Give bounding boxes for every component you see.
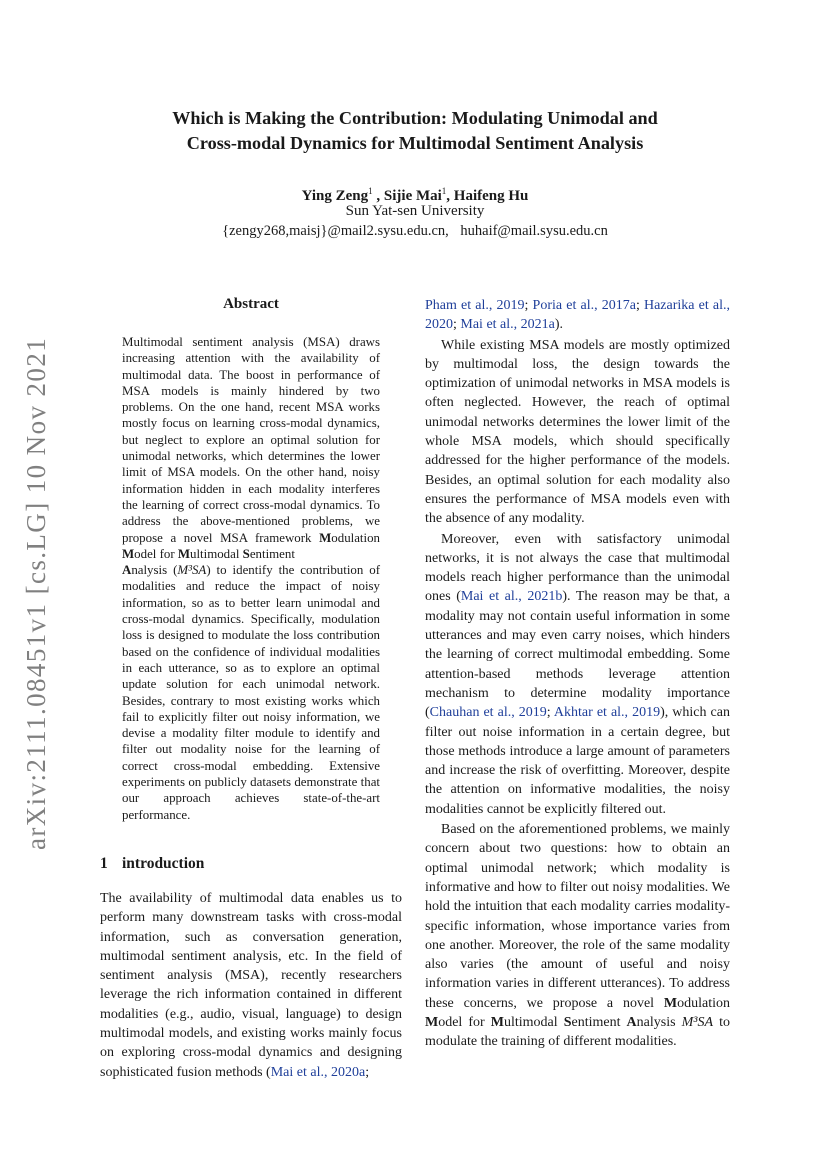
acronym-rest: odel for xyxy=(134,546,178,561)
citation-link[interactable]: Mai et al., 2021a xyxy=(460,317,555,333)
body-text: ). The reason may be that, a modality may not contain useful information in some utterances and may even carry noises, which hinders the learning of correct multimodal embedding. Some attention-based methods leverage attention mechanism to determine modality importance ( xyxy=(425,589,730,721)
body-text: The availability of multimodal data enables us to perform many downstream tasks with cross-modal information, such as conversation generation, multimodal sentiment analysis, etc. In the field of sentiment analysis (MSA), recently researchers leverage the rich information contained in different modalities (e.g., audio, visual, language) to design multimodal models, and existing works mainly focus on exploring cross-modal dynamics and designing sophisticated fusion methods ( xyxy=(100,891,402,1080)
email-address[interactable]: {zengy268,maisj}@mail2.sysu.edu.cn, xyxy=(222,223,449,239)
body-text: ; xyxy=(453,317,461,333)
citation-link[interactable]: Mai et al., 2021b xyxy=(460,589,563,605)
author-separator: , xyxy=(372,188,384,204)
affiliation-mark: 1 xyxy=(441,186,447,196)
section-number: 1 xyxy=(100,855,108,872)
acronym-letter: M xyxy=(122,546,135,561)
paper-title xyxy=(100,106,730,156)
author-name: Sijie Mai xyxy=(383,188,442,204)
citation-link[interactable]: Poria et al., 2017a xyxy=(532,298,636,313)
acronym-letter: A xyxy=(626,1014,637,1030)
email-address[interactable]: huhaif@mail.sysu.edu.cn xyxy=(460,223,608,239)
citation-link[interactable]: Chauhan et al., 2019 xyxy=(429,705,547,721)
citation-link[interactable]: Akhtar et al., 2019 xyxy=(553,705,661,721)
acronym-letter: A xyxy=(122,563,132,578)
right-column xyxy=(425,296,730,1052)
title-line-2: Cross-modal Dynamics for Multimodal Sentiment Analysis xyxy=(186,133,644,153)
body-text: ; xyxy=(365,1064,370,1080)
body-paragraph xyxy=(425,820,730,1052)
body-text: ). xyxy=(554,317,564,333)
acronym-letter: S xyxy=(563,1014,572,1030)
acronym-rest: odulation xyxy=(677,995,730,1011)
abstract-heading: Abstract xyxy=(223,296,279,312)
author-name: Haifeng Hu xyxy=(453,188,529,204)
author-name: Ying Zeng xyxy=(301,188,369,204)
body-text: ; xyxy=(546,705,554,721)
body-text: Based on the aforementioned problems, we mainly concern about two questions: how to obtain an optimal unimodal network; which modality is informative and how to filter out noisy modalities. We hold the intuition that each modality carries modality-specific information, whose importance varies from one another. Moreover, the role of the same modality also varies (the amount of useful and noisy information varies in different utterances). To address these concerns, we propose a novel xyxy=(425,822,730,1011)
body-paragraph: While existing MSA models are mostly optimized by multimodal loss, the design towards the optimization of unimodal networks in MSA models is often neglected. However, the reach of optimal unimodal networks determines the lower limit of the whole MSA models, which should specifically addressed for the higher performance of the models. Besides, an optimal solution for each modality also ensures the performance of MSA models even with the absence of any modality. xyxy=(425,337,730,527)
abstract-body xyxy=(122,334,380,823)
acronym-letter: M xyxy=(490,1014,504,1030)
acronym-rest: odel for xyxy=(438,1014,491,1030)
body-text: to modulate the training of different modalities. xyxy=(425,1014,730,1050)
citation-link[interactable]: Mai et al., 2020a xyxy=(270,1064,366,1080)
author-emails xyxy=(100,222,730,241)
model-name-math: M³SA xyxy=(681,1014,714,1030)
acronym-letter: S xyxy=(242,546,250,561)
section-heading xyxy=(100,855,400,873)
acronym-letter: M xyxy=(425,1014,439,1030)
model-name-math: M³SA xyxy=(177,563,207,578)
abstract-text: Multimodal sentiment analysis (MSA) draws increasing attention with the availability of multimodal data. The boost in performance of MSA models is mainly hindered by two problems. On the one hand, recent MSA works mostly focus on learning cross-modal dynamics, but neglect to explore an optimal solution for unimodal networks, which determines the lower limit of MSA models. On the other hand, noisy information hidden in each modality interferes the learning of correct cross-modal dynamics. To address the above-mentioned problems, we propose a novel MSA framework xyxy=(122,335,380,545)
body-text: ; xyxy=(635,298,644,313)
author-separator: , xyxy=(446,188,454,204)
acronym-rest: odulation xyxy=(331,530,380,545)
citation-link[interactable]: Hazarika et al., 2020 xyxy=(425,298,730,333)
arxiv-identifier[interactable]: arXiv:2111.08451v1 [cs.LG] 10 Nov 2021 xyxy=(21,336,51,850)
body-paragraph xyxy=(425,530,730,819)
section-title: introduction xyxy=(122,855,205,872)
abstract-text: ) to identify the contribution of modalities and reduce the impact of noisy information, so as to better learn unimodal and cross-modal dynamics. Specifically, modulation loss is designed to modulate the loss contribution based on the confidence of individual modalities in each utterance, so as to explore an optimal update solution for each unimodal network. Besides, contrary to most existing works which fail to explicitly filter out noisy information, we devise a modality filter module to identify and filter out modality noise for the learning of correct cross-modal embedding. Extensive experiments on publicly datasets demonstrate that our approach achieves state-of-the-art performance. xyxy=(122,563,380,822)
acronym-letter: M xyxy=(663,995,678,1011)
acronym-rest: ultimodal xyxy=(503,1014,564,1030)
title-line-1: Which is Making the Contribution: Modulating Unimodal and xyxy=(172,108,658,128)
acronym-rest: entiment xyxy=(571,1014,627,1030)
intro-paragraph-continued xyxy=(425,296,730,335)
body-text: Moreover, even with satisfactory unimodal networks, it is not always the case that multimodal models reach higher performance than the unimodal ones ( xyxy=(425,531,730,605)
intro-paragraph xyxy=(100,889,402,1082)
body-text: ), which can filter out noise information in a certain degree, but those methods introduce a large amount of parameters and increase the risk of overfitting. Moreover, despite the attention on informative modalities, the noisy modalities cannot be explicitly filtered out. xyxy=(425,705,730,817)
acronym-rest: nalysis ( xyxy=(131,563,178,578)
acronym-rest: entiment xyxy=(249,546,295,561)
citation-link[interactable]: Pham et al., 2019 xyxy=(425,298,525,313)
acronym-letter: M xyxy=(177,546,191,561)
body-text: ; xyxy=(524,298,533,313)
acronym-rest: ultimodal xyxy=(190,546,243,561)
acronym-letter: M xyxy=(319,530,332,545)
acronym-rest: nalysis xyxy=(636,1014,682,1030)
affiliation: Sun Yat-sen University xyxy=(345,203,485,219)
affiliation-mark: 1 xyxy=(368,186,373,196)
